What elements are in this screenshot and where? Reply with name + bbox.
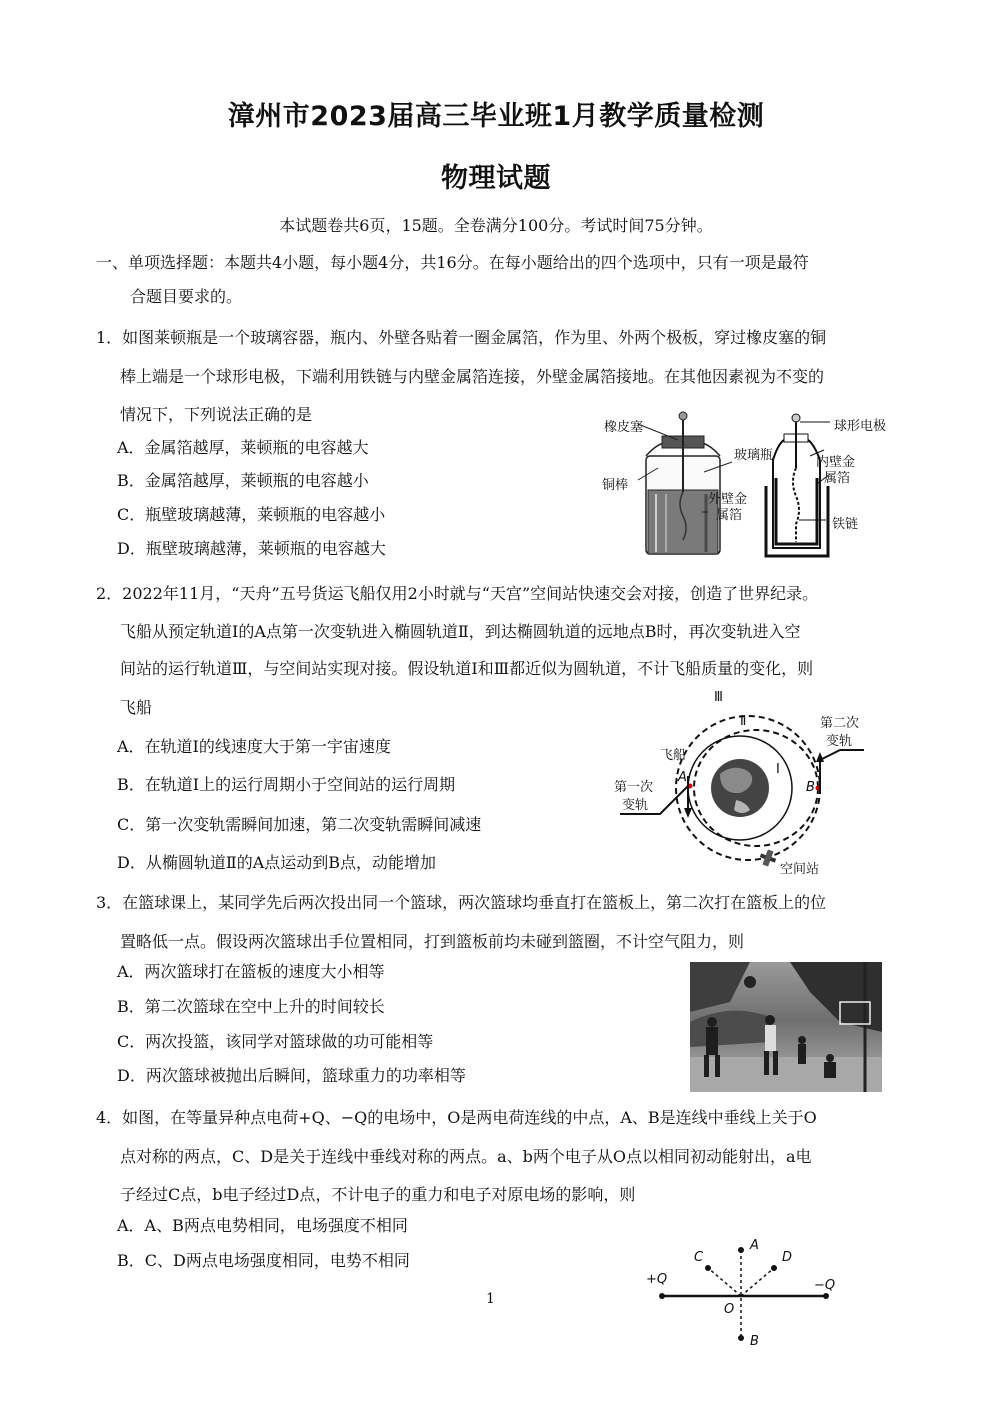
- label-first-transfer-1: 第一次: [614, 780, 654, 795]
- label-point-b: B: [750, 1334, 759, 1349]
- exam-info: 本试题卷共6页，15题。全卷满分100分。考试时间75分钟。: [279, 216, 713, 235]
- label-second-transfer-2: 变轨: [826, 734, 853, 749]
- ball: [744, 976, 756, 988]
- label-point-c: C: [694, 1250, 704, 1265]
- label-point-b: B: [806, 780, 815, 795]
- label-point-a: A: [750, 1238, 759, 1253]
- q4-stem-line2: 点对称的两点，C、D是关于连线中垂线对称的两点。a、b两个电子从O点以相同初动能射出，a电: [120, 1147, 812, 1166]
- q2-stem-line3: 间站的运行轨道Ⅲ，与空间站实现对接。假设轨道Ⅰ和Ⅲ都近似为圆轨道，不计飞船质量的变化，则: [120, 659, 814, 678]
- label-glass-bottle: 玻璃瓶: [734, 448, 774, 463]
- q3-stem-line1: 3．在篮球课上，某同学先后两次投出同一个篮球，两次篮球均垂直打在篮板上，第二次打在篮板上的位: [96, 893, 827, 912]
- label-outer-foil-2: 属箔: [716, 508, 743, 523]
- basketball-photo: [690, 962, 882, 1092]
- label-point-o: O: [724, 1302, 735, 1317]
- q2-stem-line4: 飞船: [120, 698, 153, 717]
- section-heading-line2: 合题目要求的。: [130, 287, 243, 306]
- page-number: 1: [486, 1291, 495, 1307]
- q2-option-d: D．从椭圆轨道Ⅱ的A点运动到B点，动能增加: [117, 853, 437, 872]
- leyden-jar-figure: [598, 408, 898, 568]
- charges-figure: [640, 1236, 840, 1350]
- q4-option-a: A．A、B两点电势相同，电场强度不相同: [117, 1216, 408, 1235]
- q1-option-a: A．金属箔越厚，莱顿瓶的电容越大: [117, 438, 369, 457]
- exam-subtitle: 物理试题: [441, 163, 551, 194]
- label-outer-foil-1: 外壁金: [708, 492, 748, 507]
- label-orbit-ii: Ⅱ: [740, 714, 747, 729]
- label-copper-rod: 铜棒: [602, 478, 629, 493]
- charges-diagram: [640, 1236, 840, 1350]
- q1-option-d: D．瓶壁玻璃越薄，莱顿瓶的电容越大: [117, 539, 386, 558]
- leyden-jar-illustration: [638, 412, 732, 554]
- label-inner-foil-1: 内壁金: [816, 455, 856, 470]
- q2-option-c: C．第一次变轨需瞬间加速，第二次变轨需瞬间减速: [117, 815, 482, 834]
- q4-stem-line1: 4．如图，在等量异种点电荷+Q、−Q的电场中，O是两电荷连线的中点，A、B是连线中垂线上关于O: [96, 1108, 817, 1127]
- q4-stem-line3: 子经过C点，b电子经过D点，不计电子的重力和电子对原电场的影响，则: [120, 1185, 636, 1204]
- q3-option-c: C．两次投篮，该同学对篮球做的功可能相等: [117, 1032, 434, 1051]
- label-first-transfer-2: 变轨: [622, 798, 649, 813]
- exam-title: 漳州市2023届高三毕业班1月教学质量检测: [227, 101, 765, 132]
- label-point-d: D: [782, 1250, 793, 1265]
- label-iron-chain: 铁链: [832, 517, 859, 532]
- q3-option-d: D．两次篮球被抛出后瞬间，篮球重力的功率相等: [117, 1066, 466, 1085]
- q1-stem-line2: 棒上端是一个球形电极，下端利用铁链与内壁金属箔连接，外壁金属箔接地。在其他因素视为不变的: [120, 367, 825, 386]
- q2-option-a: A．在轨道Ⅰ的线速度大于第一宇宙速度: [117, 737, 391, 756]
- q1-option-c: C．瓶壁玻璃越薄，莱顿瓶的电容越小: [117, 505, 386, 524]
- q1-stem-line3: 情况下，下列说法正确的是: [120, 405, 313, 424]
- q2-stem-line1: 2．2022年11月，“天舟”五号货运飞船仅用2小时就与“天宫”空间站快速交会对接，创造了世界纪录。: [96, 584, 819, 603]
- q2-stem-line2: 飞船从预定轨道Ⅰ的A点第一次变轨进入椭圆轨道Ⅱ，到达椭圆轨道的远地点B时，再次变轨进入空: [120, 622, 801, 641]
- label-negative-charge: −Q: [814, 1278, 836, 1293]
- q3-stem-line2: 置略低一点。假设两次篮球出手位置相同，打到篮板前均未碰到篮圈，不计空气阻力，则: [120, 932, 745, 951]
- label-orbit-iii: Ⅲ: [714, 690, 723, 705]
- label-space-station: 空间站: [780, 862, 820, 877]
- basketball-scene: [690, 962, 882, 1092]
- label-stopper: 橡皮塞: [604, 420, 644, 435]
- leyden-jar-section: [766, 414, 830, 556]
- q3-option-b: B．第二次篮球在空中上升的时间较长: [117, 997, 385, 1016]
- label-second-transfer-1: 第二次: [820, 716, 860, 731]
- label-orbit-i: Ⅰ: [776, 762, 780, 777]
- q2-option-b: B．在轨道Ⅰ上的运行周期小于空间站的运行周期: [117, 775, 456, 794]
- label-spacecraft: 飞船: [660, 748, 687, 763]
- q3-option-a: A．两次篮球打在篮板的速度大小相等: [117, 962, 385, 981]
- q1-option-b: B．金属箔越厚，莱顿瓶的电容越小: [117, 471, 369, 490]
- section-heading-line1: 一、单项选择题：本题共4小题，每小题4分，共16分。在每小题给出的四个选项中，只有一项是最符: [96, 253, 809, 272]
- label-point-a: A: [678, 770, 687, 785]
- orbit-figure: [608, 690, 878, 880]
- label-ball-electrode: 球形电极: [834, 419, 887, 434]
- q4-option-b: B．C、D两点电场强度相同，电势不相同: [117, 1251, 410, 1270]
- q1-stem-line1: 1．如图莱顿瓶是一个玻璃容器，瓶内、外壁各贴着一圈金属箔，作为里、外两个极板，穿过橡皮塞的铜: [96, 328, 827, 347]
- label-positive-charge: +Q: [646, 1272, 668, 1287]
- label-inner-foil-2: 属箔: [824, 471, 851, 486]
- space-station-icon: [758, 848, 779, 869]
